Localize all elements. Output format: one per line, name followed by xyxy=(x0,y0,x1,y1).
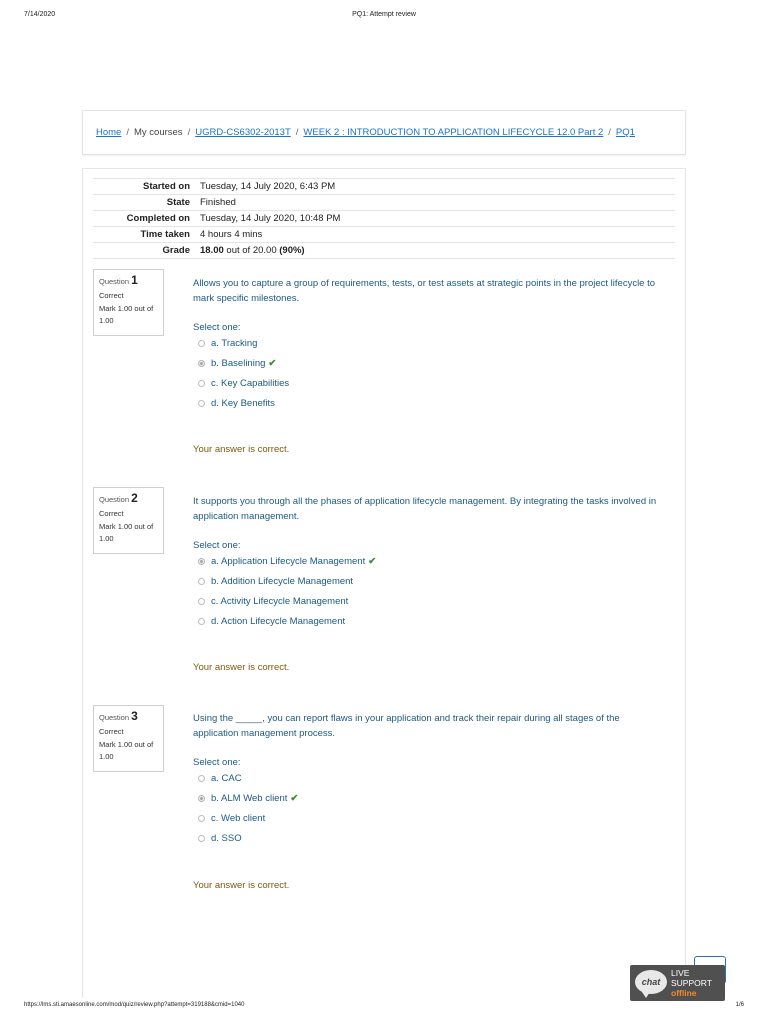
answer-option-label: a. Tracking xyxy=(211,338,258,349)
answer-option[interactable] xyxy=(198,378,289,389)
state-label: State xyxy=(166,197,190,208)
radio-icon[interactable] xyxy=(198,340,205,347)
answer-option[interactable] xyxy=(198,398,275,409)
answer-option-label: c. Activity Lifecycle Management xyxy=(211,596,349,607)
question-info-2 xyxy=(93,487,164,554)
question-mark: Mark 1.00 out of 1.00 xyxy=(99,522,154,543)
chat-line-live: LIVE xyxy=(671,968,690,978)
breadcrumb-separator: / xyxy=(295,127,299,138)
answer-feedback: Your answer is correct. xyxy=(193,444,290,455)
completed-label: Completed on xyxy=(126,213,190,224)
summary-row-completed xyxy=(93,210,675,226)
grade-score: 18.00 xyxy=(200,245,224,256)
state-value: Finished xyxy=(200,197,236,208)
breadcrumb-quiz-link[interactable]: PQ1 xyxy=(615,127,635,138)
radio-icon[interactable] xyxy=(198,835,205,842)
question-number: 3 xyxy=(131,709,138,723)
answer-option[interactable] xyxy=(198,616,345,627)
check-icon: ✔ xyxy=(368,556,377,567)
question-info-3 xyxy=(93,705,164,772)
question-number: 2 xyxy=(131,491,138,505)
summary-row-state xyxy=(93,194,675,210)
print-date: 7/14/2020 xyxy=(24,11,56,18)
question-state: Correct xyxy=(99,727,124,736)
breadcrumb-home-link[interactable]: Home xyxy=(96,127,122,138)
answer-feedback: Your answer is correct. xyxy=(193,880,290,891)
answer-option-label: c. Key Capabilities xyxy=(211,378,290,389)
time-taken-value: 4 hours 4 mins xyxy=(200,229,263,240)
breadcrumb-separator: / xyxy=(187,127,191,138)
summary-row-grade xyxy=(93,242,675,259)
chat-status: offline xyxy=(671,988,697,998)
summary-row-time xyxy=(93,226,675,242)
question-state: Correct xyxy=(99,509,124,518)
question-info-1 xyxy=(93,269,164,336)
check-icon: ✔ xyxy=(290,793,299,804)
question-text-1: Allows you to capture a group of requirements, tests, or test assets at strategic points in the project lifecycle to mark specific milestones. xyxy=(193,278,656,304)
chat-bubble-icon: chat xyxy=(635,970,667,994)
answer-option-label: d. Action Lifecycle Management xyxy=(211,616,346,627)
chat-line-support: SUPPORT xyxy=(671,978,712,988)
question-label: Question xyxy=(99,713,130,722)
print-url: https://lms.sti.amaesonline.com/mod/quiz/review.php?attempt=319188&cmid=1040 xyxy=(24,1002,245,1008)
answer-option-label: b. Addition Lifecycle Management xyxy=(211,576,354,587)
radio-icon[interactable] xyxy=(198,578,205,585)
breadcrumb-separator: / xyxy=(126,127,129,138)
radio-icon[interactable] xyxy=(198,618,205,625)
answer-option-selected[interactable] xyxy=(198,793,298,804)
print-page-number: 1/6 xyxy=(735,1002,744,1008)
grade-value xyxy=(200,245,305,256)
radio-icon[interactable] xyxy=(198,598,205,605)
summary-row-started xyxy=(93,178,675,194)
time-taken-label: Time taken xyxy=(140,229,190,240)
print-footer xyxy=(24,1002,744,1012)
radio-icon[interactable] xyxy=(198,815,205,822)
answer-option-label: d. SSO xyxy=(211,833,242,844)
question-text-3: Using the _____, you can report flaws in your application and track their repair during all stages of the application management process. xyxy=(193,713,620,739)
answer-option-label: c. Web client xyxy=(211,813,266,824)
grade-out-of: out of 20.00 xyxy=(226,245,277,256)
answer-option-label: d. Key Benefits xyxy=(211,398,275,409)
answer-option-label: b. Baselining xyxy=(211,358,266,369)
question-mark: Mark 1.00 out of 1.00 xyxy=(99,304,154,325)
answer-option-selected[interactable] xyxy=(198,556,376,567)
select-one-prompt: Select one: xyxy=(193,322,241,333)
answer-option[interactable] xyxy=(198,576,353,587)
radio-selected-icon[interactable] xyxy=(198,795,205,802)
check-icon: ✔ xyxy=(268,358,277,369)
question-state: Correct xyxy=(99,291,124,300)
question-text-2: It supports you through all the phases of application lifecycle management. By integrating the tasks involved in application management. xyxy=(193,496,657,522)
started-label: Started on xyxy=(143,181,190,192)
breadcrumb-course-link[interactable]: UGRD-CS6302-2013T xyxy=(195,127,291,138)
answer-option-label: a. CAC xyxy=(211,773,242,784)
radio-icon[interactable] xyxy=(198,380,205,387)
started-value: Tuesday, 14 July 2020, 6:43 PM xyxy=(200,181,336,192)
answer-option-label: b. ALM Web client xyxy=(211,793,288,804)
radio-icon[interactable] xyxy=(198,400,205,407)
radio-icon[interactable] xyxy=(198,775,205,782)
answer-option-label: a. Application Lifecycle Management xyxy=(211,556,366,567)
radio-selected-icon[interactable] xyxy=(198,360,205,367)
answer-option[interactable] xyxy=(198,833,242,844)
answer-option[interactable] xyxy=(198,596,348,607)
completed-value: Tuesday, 14 July 2020, 10:48 PM xyxy=(200,213,341,224)
question-number: 1 xyxy=(131,273,138,287)
print-header xyxy=(24,11,744,21)
grade-percent: (90%) xyxy=(279,245,305,256)
select-one-prompt: Select one: xyxy=(193,757,241,768)
question-label: Question xyxy=(99,495,130,504)
grade-label: Grade xyxy=(162,245,190,256)
question-label: Question xyxy=(99,277,130,286)
answer-option[interactable] xyxy=(198,813,265,824)
answer-feedback: Your answer is correct. xyxy=(193,662,290,673)
answer-option-selected[interactable] xyxy=(198,358,276,369)
breadcrumb xyxy=(82,110,686,155)
radio-selected-icon[interactable] xyxy=(198,558,205,565)
question-mark: Mark 1.00 out of 1.00 xyxy=(99,740,154,761)
answer-option[interactable] xyxy=(198,773,242,784)
attempt-summary-table xyxy=(93,178,675,259)
live-support-chat-widget[interactable] xyxy=(630,965,725,1001)
breadcrumb-week-link[interactable]: WEEK 2 : INTRODUCTION TO APPLICATION LIFECYCLE 12.0 Part 2 xyxy=(303,127,604,138)
answer-option[interactable] xyxy=(198,338,257,349)
print-title: PQ1: Attempt review xyxy=(352,11,416,18)
breadcrumb-my-courses: My courses xyxy=(133,127,183,138)
breadcrumb-separator: / xyxy=(608,127,611,138)
select-one-prompt: Select one: xyxy=(193,540,241,551)
